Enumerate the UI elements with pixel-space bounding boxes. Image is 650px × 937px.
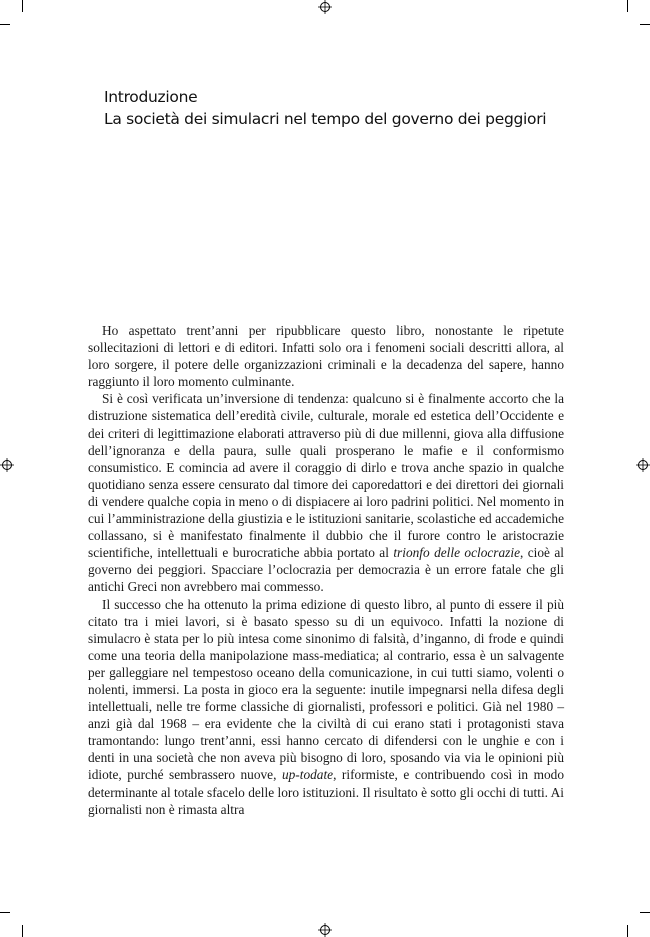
paragraph: [88, 390, 564, 595]
crop-mark: [0, 912, 10, 913]
registration-mark-icon: [0, 458, 14, 472]
chapter-heading: [88, 86, 564, 130]
registration-mark-icon: [318, 923, 332, 937]
text-run: Ho aspettato trent’anni per ripubblicare questo libro, nonostante le ripetute sollecitazioni di lettori e di editori. Infatti solo ora i fenomeni sociali descritti allora, al loro sorgere, il potere delle organizzazioni criminali e la decadenza del sapere, hanno raggiunto il loro momento culminante.: [88, 323, 564, 390]
crop-mark: [640, 24, 650, 25]
crop-mark: [640, 912, 650, 913]
crop-mark: [0, 24, 10, 25]
registration-mark-icon: [318, 0, 332, 14]
chapter-subtitle: La società dei simulacri nel tempo del governo dei peggiori: [104, 110, 547, 128]
italic-text-run: trionfo delle oclocrazie: [393, 545, 520, 561]
registration-mark-icon: [636, 458, 650, 472]
italic-text-run: up-todate: [281, 767, 334, 783]
body-text: [88, 322, 564, 818]
crop-mark: [22, 925, 23, 937]
chapter-title: Introduzione: [104, 88, 198, 106]
text-run: , cioè al governo dei peggiori. Spacciare l’oclocrazia per democrazia è un errore fatale che gli antichi Greci non avrebbero mai commesso.: [88, 545, 564, 595]
crop-mark: [627, 0, 628, 12]
paragraph: [88, 322, 564, 390]
paragraph: [88, 596, 564, 818]
text-run: Si è così verificata un’inversione di tendenza: qualcuno si è finalmente accorto che la distruzione sistematica dell’eredità civile, culturale, morale ed estetica dell’Occidente e dei criteri di legittimazione elaborati attraverso più di due millenni, giova alla diffusione dell’ignoranza e della paura, sulle quali prosperano le mafie e il conformismo consumistico. E comincia ad avere il coraggio di dirlo e trova anche spazio in qualche quotidiano senza essere censurato dal timore dei caporedattori e dei direttori dei giornali di vendere qualche copia in meno o di dispiacere ai loro padrini politici. Nel momento in cui l’amministrazione della giustizia e le istituzioni sanitarie, scolastiche ed accademiche collassano, si è manifestato finalmente il dubbio che il furore contro le aristocrazie scientifiche, intellettuali e burocratiche abbia portato al: [88, 391, 564, 561]
text-run: , riformiste, e contribuendo così in modo determinante al totale sfacelo delle loro istituzioni. Il risultato è sotto gli occhi di tutti. Ai giornalisti non è rimasta altra: [88, 767, 565, 817]
crop-mark: [627, 925, 628, 937]
crop-mark: [22, 0, 23, 12]
text-run: Il successo che ha ottenuto la prima edizione di questo libro, al punto di essere il più citato tra i miei lavori, si è basato spesso su di un equivoco. Infatti la nozione di simulacro è stata per lo più intesa come sinonimo di falsità, d’inganno, di frode e quindi come una teoria della manipolazione mass-mediatica; al contrario, essa è un salvagente per galleggiare nel tempestoso oceano della comunicazione, in cui tutti siamo, volenti o nolenti, immersi. La posta in gioco era la seguente: inutile impegnarsi nella difesa degli intellettuali, nelle tre forme classiche di giornalisti, professori e politici. Già nel 1980 – anzi già dal 1968 – era evidente che la civiltà di cui erano stati i protagonisti stava tramontando: lungo trent’anni, essi hanno cercato di difendersi con le unghie e con i denti in una società che non aveva più bisogno di loro, sposando via via le opinioni più idiote, purché sembrassero nuove,: [88, 596, 564, 783]
